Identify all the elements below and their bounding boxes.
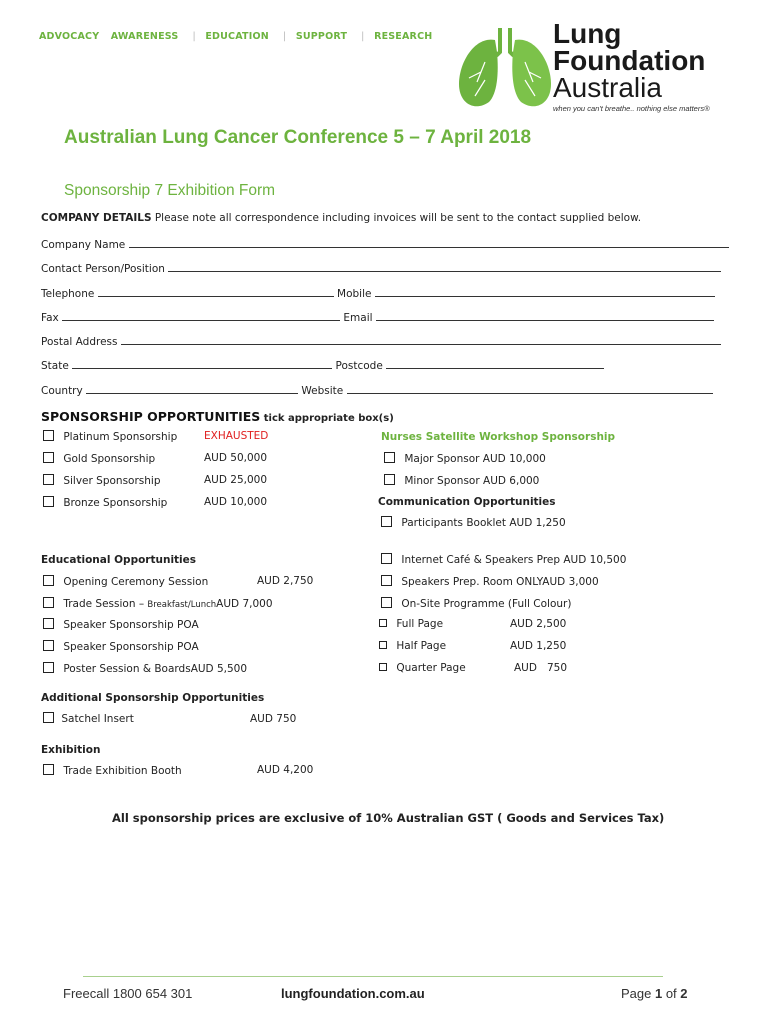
country-field[interactable] xyxy=(86,383,298,394)
footer-page-indicator xyxy=(621,986,688,1001)
onsite-programme-checkbox[interactable] xyxy=(381,597,392,608)
fax-label: Fax xyxy=(41,312,59,324)
form-title: Sponsorship 7 Exhibition Form xyxy=(64,182,276,199)
trade-booth-label: Trade Exhibition Booth xyxy=(63,765,182,777)
nav-item-advocacy[interactable]: ADVOCACY xyxy=(39,31,100,42)
postal-address-field[interactable] xyxy=(121,334,721,345)
country-label: Country xyxy=(41,385,83,397)
sponsorship-heading: SPONSORSHIP OPPORTUNITIES xyxy=(41,409,261,424)
speakers-prep-row xyxy=(381,575,599,588)
mobile-label: Mobile xyxy=(337,288,372,300)
gold-checkbox[interactable] xyxy=(43,452,54,463)
half-page-row xyxy=(379,640,446,652)
platinum-label: Platinum Sponsorship xyxy=(63,431,178,443)
contact-person-field[interactable] xyxy=(168,261,721,272)
satchel-insert-label: Satchel Insert xyxy=(61,713,134,725)
full-page-row xyxy=(379,618,443,630)
email-label: Email xyxy=(343,312,373,324)
half-page-label: Half Page xyxy=(396,640,447,652)
opening-ceremony-label: Opening Ceremony Session xyxy=(63,576,209,588)
speaker-sponsorship-checkbox-1[interactable] xyxy=(43,618,54,629)
logo-line-1: Lung xyxy=(553,18,622,49)
platinum-row xyxy=(43,430,177,443)
website-label: Website xyxy=(301,385,344,397)
gst-note: All sponsorship prices are exclusive of 10% Australian GST ( Goods and Services Tax) xyxy=(112,811,665,825)
postcode-field[interactable] xyxy=(386,358,604,369)
email-field[interactable] xyxy=(376,310,714,321)
sponsorship-heading-row xyxy=(41,406,394,425)
gold-row xyxy=(43,452,155,465)
nav-separator: | xyxy=(361,31,365,42)
bronze-price: AUD 10,000 xyxy=(204,496,268,508)
nurses-heading: Nurses Satellite Workshop Sponsorship xyxy=(381,431,616,443)
satchel-insert-row xyxy=(43,712,134,725)
speaker-sponsorship-label-2: Speaker Sponsorship POA xyxy=(63,641,199,653)
trade-session-price: AUD 7,000 xyxy=(216,598,273,610)
trade-booth-checkbox[interactable] xyxy=(43,764,54,775)
contact-person-label: Contact Person/Position xyxy=(41,263,165,275)
onsite-programme-label: On-Site Programme (Full Colour) xyxy=(401,598,572,610)
poster-session-label: Poster Session & Boards xyxy=(63,663,191,675)
quarter-page-price: AUD 750 xyxy=(514,662,568,674)
platinum-price: EXHAUSTED xyxy=(204,430,269,442)
logo-line-3: Australia xyxy=(553,72,662,103)
major-sponsor-checkbox[interactable] xyxy=(384,452,395,463)
nav-item-research[interactable]: RESEARCH xyxy=(374,31,433,42)
internet-cafe-row xyxy=(381,553,626,566)
state-row xyxy=(41,358,604,372)
company-name-label: Company Name xyxy=(41,239,126,251)
poster-session-checkbox[interactable] xyxy=(43,662,54,673)
contact-person-row xyxy=(41,261,721,275)
state-label: State xyxy=(41,360,69,372)
silver-label: Silver Sponsorship xyxy=(63,475,161,487)
minor-sponsor-checkbox[interactable] xyxy=(384,474,395,485)
gold-label: Gold Sponsorship xyxy=(63,453,156,465)
footer-phone: Freecall 1800 654 301 xyxy=(63,986,193,1001)
company-details-note: Please note all correspondence including invoices will be sent to the contact supplied below. xyxy=(151,212,642,224)
fax-field[interactable] xyxy=(62,310,340,321)
website-field[interactable] xyxy=(347,383,713,394)
country-row xyxy=(41,383,713,397)
quarter-page-row xyxy=(379,662,466,674)
logo-wordmark xyxy=(553,20,710,113)
footer-website[interactable]: lungfoundation.com.au xyxy=(281,986,425,1001)
lungs-logo-icon xyxy=(455,22,555,117)
postal-address-row xyxy=(41,334,721,348)
major-sponsor-row xyxy=(384,452,546,465)
telephone-label: Telephone xyxy=(41,288,95,300)
full-page-checkbox[interactable] xyxy=(379,619,387,627)
quarter-page-checkbox[interactable] xyxy=(379,663,387,671)
comm-heading: Communication Opportunities xyxy=(378,496,556,508)
conference-title: Australian Lung Cancer Conference 5 – 7 April 2018 xyxy=(64,127,532,148)
trade-session-row xyxy=(43,597,273,610)
trade-session-checkbox[interactable] xyxy=(43,597,54,608)
speakers-prep-checkbox[interactable] xyxy=(381,575,392,586)
postcode-label: Postcode xyxy=(335,360,383,372)
additional-heading: Additional Sponsorship Opportunities xyxy=(41,692,265,704)
nav-item-awareness[interactable]: AWARENESS xyxy=(110,31,179,42)
onsite-programme-row xyxy=(381,597,571,610)
speaker-sponsorship-label-1: Speaker Sponsorship POA xyxy=(63,619,199,631)
nav-separator: | xyxy=(192,31,196,42)
participants-booklet-checkbox[interactable] xyxy=(381,516,392,527)
company-details-intro xyxy=(41,212,641,224)
opening-ceremony-price: AUD 2,750 xyxy=(257,575,314,587)
company-name-row xyxy=(41,237,729,251)
platinum-checkbox[interactable] xyxy=(43,430,54,441)
speaker-sponsorship-row-2 xyxy=(43,640,199,653)
state-field[interactable] xyxy=(72,358,332,369)
bronze-checkbox[interactable] xyxy=(43,496,54,507)
gold-price: AUD 50,000 xyxy=(204,452,268,464)
bronze-row xyxy=(43,496,167,509)
participants-booklet-label: Participants Booklet AUD 1,250 xyxy=(401,517,566,529)
top-nav xyxy=(39,31,440,42)
silver-row xyxy=(43,474,161,487)
page-of: of xyxy=(662,986,681,1001)
half-page-checkbox[interactable] xyxy=(379,641,387,649)
nav-item-support[interactable]: SUPPORT xyxy=(295,31,348,42)
half-page-price: AUD 1,250 xyxy=(510,640,567,652)
silver-checkbox[interactable] xyxy=(43,474,54,485)
speaker-sponsorship-row-1 xyxy=(43,618,199,631)
page-number: 1 xyxy=(654,986,663,1001)
trade-booth-row xyxy=(43,764,182,777)
speakers-prep-label: Speakers Prep. Room ONLYAUD 3,000 xyxy=(401,576,599,588)
participants-booklet-row xyxy=(381,516,566,529)
satchel-insert-price: AUD 750 xyxy=(250,713,297,725)
logo-line-2: Foundation xyxy=(553,45,706,76)
quarter-page-label: Quarter Page xyxy=(396,662,466,674)
poster-session-price: AUD 5,500 xyxy=(190,663,248,675)
trade-booth-price: AUD 4,200 xyxy=(257,764,314,776)
bronze-label: Bronze Sponsorship xyxy=(63,497,168,509)
silver-price: AUD 25,000 xyxy=(204,474,268,486)
edu-heading: Educational Opportunities xyxy=(41,554,197,566)
page-total: 2 xyxy=(680,986,688,1001)
poster-session-row xyxy=(43,662,247,675)
page-prefix: Page xyxy=(621,986,655,1001)
company-name-field[interactable] xyxy=(129,237,729,248)
trade-session-meal: Breakfast/Lunch xyxy=(147,600,217,610)
exhibition-heading: Exhibition xyxy=(41,744,101,756)
speaker-sponsorship-checkbox-2[interactable] xyxy=(43,640,54,651)
minor-sponsor-row xyxy=(384,474,539,487)
logo-tagline: when you can't breathe.. nothing else matters® xyxy=(553,104,710,113)
full-page-price: AUD 2,500 xyxy=(510,618,567,630)
postal-address-label: Postal Address xyxy=(41,336,118,348)
internet-cafe-checkbox[interactable] xyxy=(381,553,392,564)
company-details-heading: COMPANY DETAILS xyxy=(41,212,152,224)
nav-separator: | xyxy=(282,31,287,42)
fax-row xyxy=(41,310,714,324)
internet-cafe-label: Internet Café & Speakers Prep AUD 10,500 xyxy=(401,554,627,566)
opening-ceremony-row xyxy=(43,575,208,588)
telephone-row xyxy=(41,286,715,300)
footer-divider xyxy=(83,976,663,977)
full-page-label: Full Page xyxy=(396,618,444,630)
major-sponsor-label: Major Sponsor AUD 10,000 xyxy=(404,453,546,465)
nav-item-education[interactable]: EDUCATION xyxy=(205,31,269,42)
mobile-field[interactable] xyxy=(375,286,715,297)
sponsorship-hint: tick appropriate box(s) xyxy=(260,413,394,424)
opening-ceremony-checkbox[interactable] xyxy=(43,575,54,586)
minor-sponsor-label: Minor Sponsor AUD 6,000 xyxy=(404,475,540,487)
trade-session-label: Trade Session – xyxy=(63,598,148,610)
satchel-insert-checkbox[interactable] xyxy=(43,712,54,723)
telephone-field[interactable] xyxy=(98,286,334,297)
